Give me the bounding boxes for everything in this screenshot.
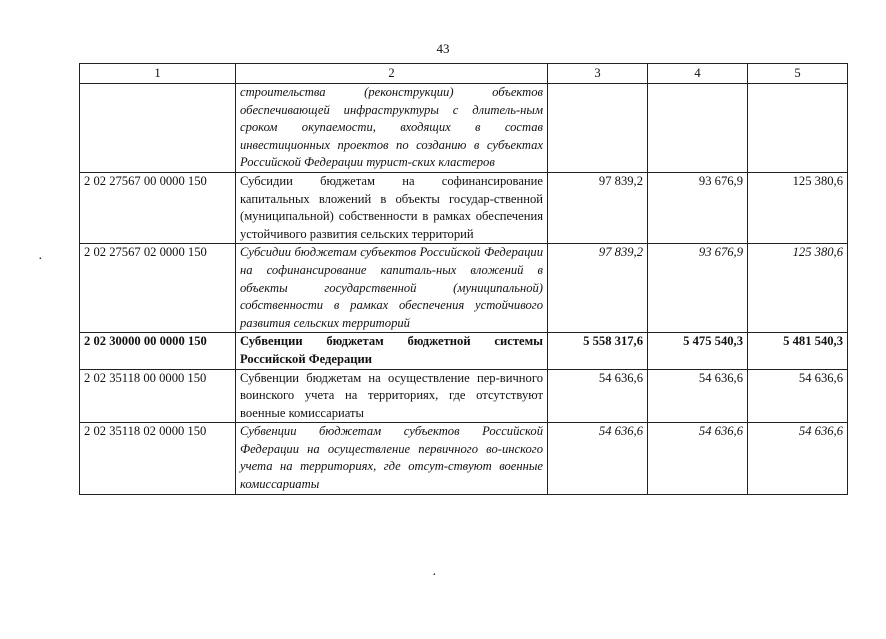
table-row	[80, 423, 848, 494]
scan-speck: ·	[432, 568, 437, 583]
budget-code: 2 02 35118 00 0000 150	[80, 369, 236, 423]
budget-description: Субвенции бюджетам на осуществление пер-вичного воинского учета на территориях, где отсутствуют военные комиссариаты	[236, 369, 548, 423]
budget-code: 2 02 35118 02 0000 150	[80, 423, 236, 494]
scan-speck: ·	[38, 252, 43, 267]
budget-code: 2 02 27567 02 0000 150	[80, 244, 236, 333]
value-col4: 54 636,6	[648, 369, 748, 423]
value-col4: 93 676,9	[648, 244, 748, 333]
budget-code: 2 02 30000 00 0000 150	[80, 333, 236, 369]
column-header-4: 4	[648, 64, 748, 84]
value-col4: 5 475 540,3	[648, 333, 748, 369]
value-col3: 97 839,2	[548, 244, 648, 333]
value-col5	[748, 84, 848, 173]
budget-table	[79, 63, 848, 495]
column-header-3: 3	[548, 64, 648, 84]
column-header-1: 1	[80, 64, 236, 84]
value-col3	[548, 84, 648, 173]
table-row	[80, 333, 848, 369]
value-col3: 54 636,6	[548, 423, 648, 494]
value-col5: 5 481 540,3	[748, 333, 848, 369]
budget-code	[80, 84, 236, 173]
value-col4: 93 676,9	[648, 172, 748, 243]
value-col5: 125 380,6	[748, 172, 848, 243]
value-col4	[648, 84, 748, 173]
table-row	[80, 369, 848, 423]
budget-description: строительства (реконструкции) объектов обеспечивающей инфраструктуры с длитель-ным сроком окупаемости, входящих в состав инвестиционных проектов по созданию в субъектах Российской Федерации турист-ских кластеров	[236, 84, 548, 173]
budget-description: Субвенции бюджетам субъектов Российской Федерации на осуществление первичного во-инского учета на территориях, где отсут-ствуют военные комиссариаты	[236, 423, 548, 494]
table-row	[80, 84, 848, 173]
header-row	[80, 64, 848, 84]
value-col3: 5 558 317,6	[548, 333, 648, 369]
table-row	[80, 244, 848, 333]
budget-description: Субвенции бюджетам бюджетной системы Российской Федерации	[236, 333, 548, 369]
value-col3: 97 839,2	[548, 172, 648, 243]
budget-description: Субсидии бюджетам на софинансирование капитальных вложений в объекты государ-ственной (муниципальной) собственности в рамках обеспечения устойчивого развития сельских территорий	[236, 172, 548, 243]
column-header-5: 5	[748, 64, 848, 84]
budget-code: 2 02 27567 00 0000 150	[80, 172, 236, 243]
column-header-2: 2	[236, 64, 548, 84]
value-col5: 54 636,6	[748, 423, 848, 494]
value-col3: 54 636,6	[548, 369, 648, 423]
budget-description: Субсидии бюджетам субъектов Российской Федерации на софинансирование капиталь-ных вложений в объекты государственной (муниципальной) собственности в рамках обеспечения устойчивого развития сельских территорий	[236, 244, 548, 333]
value-col4: 54 636,6	[648, 423, 748, 494]
value-col5: 54 636,6	[748, 369, 848, 423]
value-col5: 125 380,6	[748, 244, 848, 333]
table-row	[80, 172, 848, 243]
page-number: 43	[436, 41, 450, 56]
